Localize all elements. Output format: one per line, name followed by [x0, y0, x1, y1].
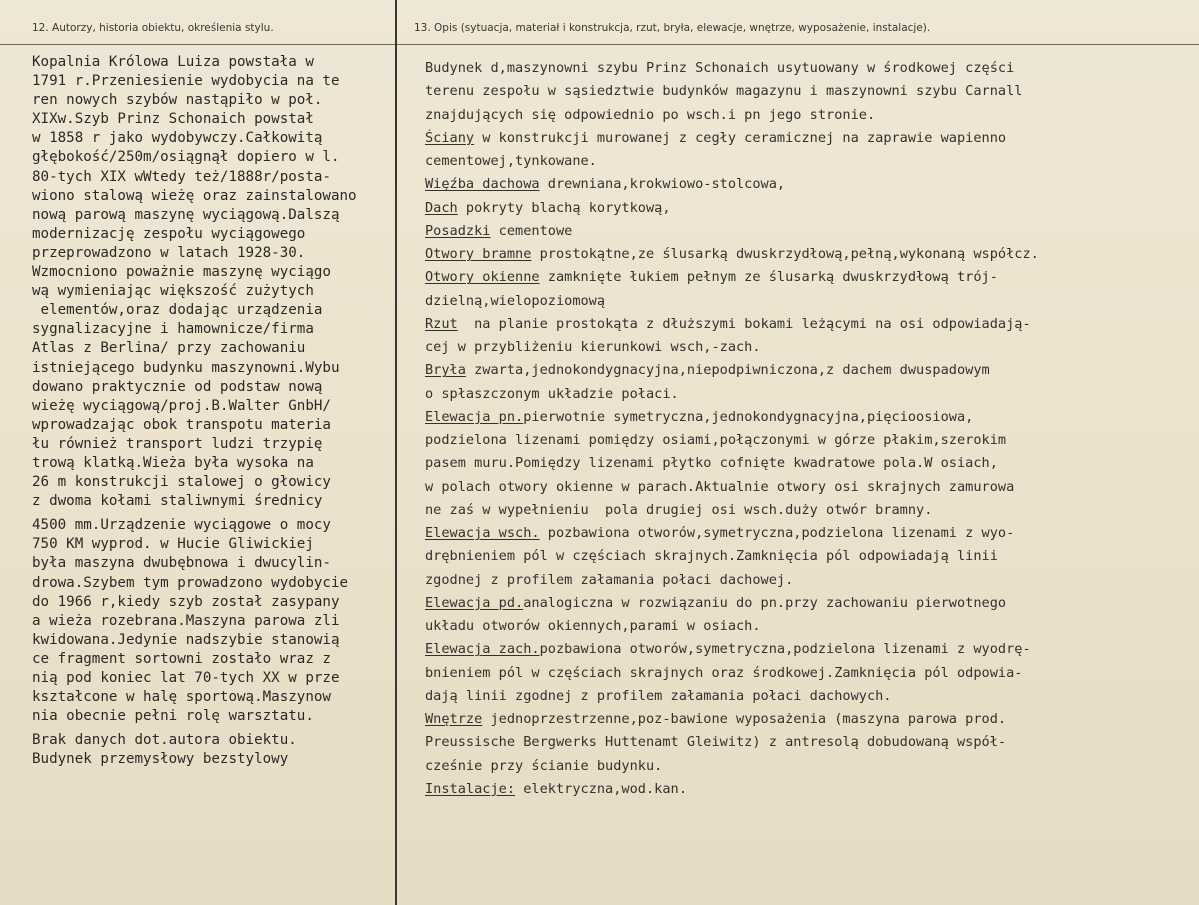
description-text-run: terenu zespołu w sąsiedztwie budynków magazynu i maszynowni szybu Carnall — [425, 83, 1023, 100]
description-text-run: drewniana,krokwiowo-stolcowa, — [539, 176, 786, 193]
description-line — [425, 127, 1195, 150]
history-line: była maszyna dwubębnowa i dwucylin- — [32, 555, 331, 572]
section-heading: Posadzki — [425, 222, 491, 239]
description-text-run: na planie prostokąta z dłuższymi bokami leżącymi na osi odpowiadają- — [457, 315, 1031, 332]
description-line — [425, 57, 1195, 80]
description-text-run: pozbawiona otworów,symetryczna,podzielona lizenami z wyodrę- — [539, 641, 1031, 658]
history-line: nią pod koniec lat 70-tych XX w prze — [32, 670, 340, 686]
section-heading: Elewacja wsch. — [425, 525, 540, 541]
history-line: wprowadzając obok transpotu materia — [32, 416, 331, 433]
description-text-run: pozbawiona otworów,symetryczna,podzielona lizenami z wyo- — [539, 525, 1015, 541]
history-line: 1791 r.Przeniesienie wydobycia na te — [32, 73, 340, 90]
history-line: przeprowadzono w latach 1928-30. — [32, 244, 306, 261]
description-text-run: znajdujących się odpowiednio po wsch.i pn jego stronie. — [425, 106, 876, 123]
description-text-run: analogiczna w rozwiązaniu do pn.przy zachowaniu pierwotnego — [523, 594, 1007, 611]
section-heading: Elewacja pn. — [425, 408, 524, 425]
description-text-run: dają linii zgodnej z profilem załamania połaci dachowych. — [425, 687, 892, 704]
description-line — [425, 522, 1195, 545]
history-line: 4500 mm.Urządzenie wyciągowe o mocy — [32, 517, 331, 534]
description-line — [425, 755, 1195, 778]
history-line: kształcone w halę sportową.Maszynow — [32, 689, 331, 706]
history-line: głębokość/250m/osiągnął dopiero w l. — [32, 149, 340, 166]
history-line: sygnalizacyjne i hamownicze/firma — [32, 321, 314, 338]
description-line — [425, 778, 1195, 801]
history-line: ren nowych szybów nastąpiło w poł. — [32, 92, 323, 109]
description-line — [425, 708, 1195, 731]
description-line — [425, 685, 1195, 708]
column-divider — [395, 0, 397, 905]
description-line — [425, 662, 1195, 685]
description-text-run: jednoprzestrzenne,poz-bawione wyposażenia (maszyna parowa prod. — [482, 711, 1007, 727]
description-text-run: bnieniem pól w częściach skrajnych oraz środkowej.Zamknięcia pól odpowia- — [425, 664, 1023, 681]
history-line: trową klatką.Wieża była wysoka na — [32, 454, 314, 471]
history-line: elementów,oraz dodając urządzenia — [32, 302, 323, 319]
history-line: Budynek przemysłowy bezstylowy — [32, 751, 289, 768]
description-text-run: elektryczna,wod.kan. — [515, 780, 687, 797]
description-text-run: cześnie przy ścianie budynku. — [425, 757, 663, 774]
description-line — [425, 290, 1195, 313]
section-heading: Elewacja pd. — [425, 594, 524, 611]
description-text-run: cementowej,tynkowane. — [425, 153, 597, 169]
description-line — [425, 313, 1195, 336]
description-line — [425, 499, 1195, 522]
description-text-run: prostokątne,ze ślusarką dwuskrzydłową,pełną,wykonaną współcz. — [531, 246, 1039, 262]
description-text-run: zgodnej z profilem załamania połaci dachowej. — [425, 571, 794, 588]
history-line: modernizację zespołu wyciągowego — [32, 225, 306, 242]
history-text — [32, 53, 392, 769]
description-line — [425, 406, 1195, 429]
history-line: istniejącego budynku maszynowni.Wybu — [32, 359, 340, 376]
description-line — [425, 476, 1195, 499]
description-line — [425, 592, 1195, 615]
history-line: wieżę wyciągową/proj.B.Walter GnbH/ — [32, 397, 331, 414]
description-text-run: o spłaszczonym układzie połaci. — [425, 385, 679, 402]
history-line: wiono stalową wieżę oraz zainstalowano — [32, 187, 357, 204]
description-line — [425, 173, 1195, 196]
description-line — [425, 104, 1195, 127]
history-line: a wieża rozebrana.Maszyna parowa zli — [32, 612, 340, 629]
history-line: wą wymieniając większość zużytych — [32, 283, 314, 300]
description-line — [425, 243, 1195, 266]
description-text-run: cej w przybliżeniu kierunkowi wsch,-zach. — [425, 339, 761, 355]
description-text-run: w konstrukcji murowanej z cegły ceramicznej na zaprawie wapienno — [474, 129, 1007, 146]
history-line: Kopalnia Królowa Luiza powstała w — [32, 54, 314, 70]
section-heading: Elewacja zach. — [425, 641, 540, 658]
right-column-header: 13. Opis (sytuacja, materiał i konstrukcja, rzut, bryła, elewacje, wnętrze, wyposażenie, instalacje). — [414, 22, 931, 34]
description-text-run: zwarta,jednokondygnacyjna,niepodpiwniczona,z dachem dwuspadowym — [465, 362, 990, 379]
description-line — [425, 569, 1195, 592]
history-line: z dwoma kołami staliwnymi średnicy — [32, 493, 323, 510]
section-heading: Bryła — [425, 362, 466, 379]
description-line — [425, 359, 1195, 382]
description-line — [425, 452, 1195, 475]
section-heading: Dach — [425, 199, 458, 216]
description-line — [425, 429, 1195, 452]
section-heading: Więźba dachowa — [425, 176, 540, 193]
description-text-run: Preussische Bergwerks Huttenamt Gleiwitz) z antresolą dobudowaną współ- — [425, 734, 1007, 751]
description-line — [425, 197, 1195, 220]
description-text-run: dzielną,wielopoziomową — [425, 292, 606, 309]
history-line: 80-tych XIX wWtedy też/1888r/posta- — [32, 168, 331, 185]
description-line — [425, 266, 1195, 289]
section-heading: Instalacje: — [425, 780, 516, 797]
description-line — [425, 220, 1195, 243]
history-line: dowano praktycznie od podstaw nową — [32, 378, 323, 395]
left-column-header: 12. Autorzy, historia obiektu, określenia stylu. — [32, 22, 274, 34]
description-text-run: układu otworów okiennych,parami w osiach. — [425, 618, 761, 634]
history-line: ce fragment sortowni zostało wraz z — [32, 650, 331, 667]
section-heading: Otwory okienne — [425, 269, 540, 286]
section-heading: Wnętrze — [425, 711, 483, 727]
history-line: drowa.Szybem tym prowadzono wydobycie — [32, 574, 349, 591]
history-line: Atlas z Berlina/ przy zachowaniu — [32, 340, 306, 357]
description-line — [425, 383, 1195, 406]
description-line — [425, 731, 1195, 754]
section-heading: Ściany — [425, 129, 475, 146]
history-line: kwidowana.Jedynie nadszybie stanowią — [32, 631, 340, 648]
description-line — [425, 638, 1195, 661]
section-heading: Rzut — [425, 315, 458, 332]
description-text-run: Budynek d,maszynowni szybu Prinz Schonaich usytuowany w środkowej części — [425, 60, 1015, 76]
history-line: 750 KM wyprod. w Hucie Gliwickiej — [32, 536, 314, 553]
history-line: 26 m konstrukcji stalowej o głowicy — [32, 474, 331, 491]
description-text-run: zamknięte łukiem pełnym ze ślusarką dwuskrzydłową trój- — [539, 269, 998, 286]
history-line: XIXw.Szyb Prinz Schonaich powstał — [32, 111, 314, 128]
description-text — [425, 57, 1195, 801]
description-text-run: ne zaś w wypełnieniu pola drugiej osi wsch.duży otwór bramny. — [425, 501, 933, 518]
history-line: łu również transport ludzi trzypię — [32, 435, 323, 452]
header-divider — [0, 44, 1199, 45]
description-text-run: drębnieniem pól w częściach skrajnych.Zamknięcia pól odpowiadają linii — [425, 548, 998, 565]
description-text-run: pokryty blachą korytkową, — [457, 199, 671, 216]
history-line: Wzmocniono poważnie maszynę wyciągo — [32, 264, 331, 281]
description-text-run: pierwotnie symetryczna,jednokondygnacyjna,pięcioosiowa, — [523, 408, 974, 425]
description-text-run: w polach otwory okienne w parach.Aktualnie otwory osi skrajnych zamurowa — [425, 478, 1015, 495]
section-heading: Otwory bramne — [425, 246, 532, 262]
history-line: w 1858 r jako wydobywczy.Całkowitą — [32, 130, 323, 147]
history-line: do 1966 r,kiedy szyb został zasypany — [32, 593, 340, 610]
description-line — [425, 336, 1195, 359]
description-line — [425, 615, 1195, 638]
history-line: nia obecnie pełni rolę warsztatu. — [32, 708, 314, 725]
history-line: nową parową maszynę wyciągową.Dalszą — [32, 206, 340, 223]
history-line: Brak danych dot.autora obiektu. — [32, 732, 297, 749]
description-line — [425, 545, 1195, 568]
description-line — [425, 150, 1195, 173]
description-text-run: cementowe — [490, 222, 573, 239]
description-text-run: pasem muru.Pomiędzy lizenami płytko cofnięte kwadratowe pola.W osiach, — [425, 455, 998, 472]
description-line — [425, 80, 1195, 103]
description-text-run: podzielona lizenami pomiędzy osiami,połączonymi w górze płakim,szerokim — [425, 432, 1007, 448]
